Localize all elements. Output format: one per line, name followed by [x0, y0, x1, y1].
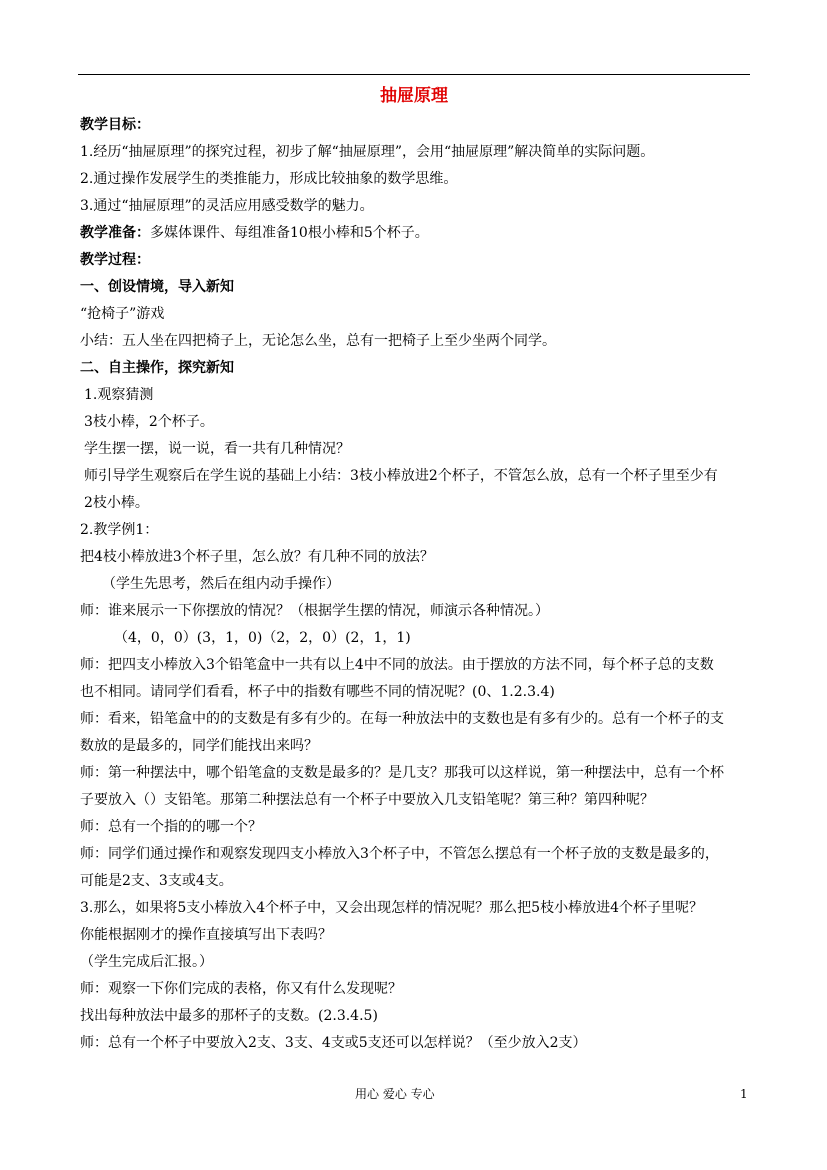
paragraph: 子要放入（）支铅笔。那第二种摆法总有一个杯子中要放入几支铅笔呢？第三种？第四种呢？	[80, 792, 654, 808]
paragraph: 3.那么，如果将5支小棒放入4个杯子中，又会出现怎样的情况呢？那么把5枝小棒放进4个杯子里呢？	[80, 900, 703, 916]
footer-motto: 用心 爱心 专心	[355, 1087, 435, 1101]
prep-text: 多媒体课件、每组准备10根小棒和5个杯子。	[150, 225, 429, 241]
paragraph: 师：同学们通过操作和观察发现四支小棒放入3个杯子中，不管怎么摆总有一个杯子放的支数是最多的，	[80, 846, 719, 862]
paragraph: （学生完成后汇报。）	[80, 954, 213, 970]
paragraph: 3枝小棒，2个杯子。	[84, 414, 214, 430]
prep-line	[80, 220, 752, 247]
goal-item: 3.通过“抽屉原理”的灵活应用感受数学的魅力。	[80, 198, 374, 214]
part2-heading: 二、自主操作，探究新知	[80, 360, 234, 376]
paragraph: 1.观察猜测	[84, 387, 154, 403]
paragraph: 2.教学例1：	[80, 522, 159, 538]
paragraph: （学生先思考，然后在组内动手操作）	[102, 576, 340, 592]
paragraph: 2枝小棒。	[84, 495, 149, 511]
paragraph: 师：看来，铅笔盒中的的支数是有多有少的。在每一种放法中的支数也是有多有少的。总有一个杯子的支	[80, 711, 724, 727]
paragraph: 师：把四支小棒放入3个铅笔盒中一共有以上4中不同的放法。由于摆放的方法不同，每个杯子总的支数	[80, 657, 714, 673]
paragraph: （4，0，0）(3，1，0)（2，2，0）(2，1，1)	[114, 630, 411, 646]
paragraph: 也不相同。请同学们看看，杯子中的指数有哪些不同的情况呢？(0、1.2.3.4)	[80, 684, 555, 700]
paragraph: “抢椅子”游戏	[80, 306, 165, 322]
paragraph: 把4枝小棒放进3个杯子里，怎么放？有几种不同的放法？	[80, 549, 434, 565]
goal-item: 2.通过操作发展学生的类推能力，形成比较抽象的数学思维。	[80, 171, 458, 187]
paragraph: 师：第一种摆法中，哪个铅笔盒的支数是最多的？是几支？那我可以这样说，第一种摆法中，总有一个杯	[80, 765, 724, 781]
goal-heading: 教学目标：	[80, 117, 150, 133]
page-title: 抽屉原理	[380, 86, 448, 106]
part1-heading: 一、创设情境，导入新知	[80, 279, 234, 295]
document-body	[80, 112, 752, 1057]
paragraph: 师：总有一个杯子中要放入2支、3支、4支或5支还可以怎样说？（至少放入2支）	[80, 1035, 587, 1051]
paragraph: 师：总有一个指的的哪一个？	[80, 819, 262, 835]
paragraph: 小结：五人坐在四把椅子上，无论怎么坐，总有一把椅子上至少坐两个同学。	[80, 333, 556, 349]
paragraph: 找出每种放法中最多的那杯子的支数。(2.3.4.5)	[80, 1008, 378, 1024]
paragraph: 你能根据刚才的操作直接填写出下表吗？	[80, 927, 332, 943]
paragraph: 学生摆一摆，说一说，看一共有几种情况？	[84, 441, 350, 457]
paragraph: 师引导学生观察后在学生说的基础上小结：3枝小棒放进2个杯子，不管怎么放，总有一个杯子里至少有	[84, 468, 718, 484]
paragraph: 师：观察一下你们完成的表格，你又有什么发现呢？	[80, 981, 402, 997]
header-rule	[78, 74, 750, 75]
goal-item: 1.经历“抽屉原理”的探究过程，初步了解“抽屉原理”，会用“抽屉原理”解决简单的实际问题。	[80, 144, 655, 160]
page-number: 1	[740, 1087, 748, 1101]
paragraph: 数放的是最多的，同学们能找出来吗？	[80, 738, 318, 754]
paragraph: 师：谁来展示一下你摆放的情况？（根据学生摆的情况，师演示各种情况。）	[80, 603, 549, 619]
prep-label: 教学准备：	[80, 225, 150, 241]
process-heading: 教学过程：	[80, 252, 150, 268]
paragraph: 可能是2支、3支或4支。	[80, 873, 233, 889]
